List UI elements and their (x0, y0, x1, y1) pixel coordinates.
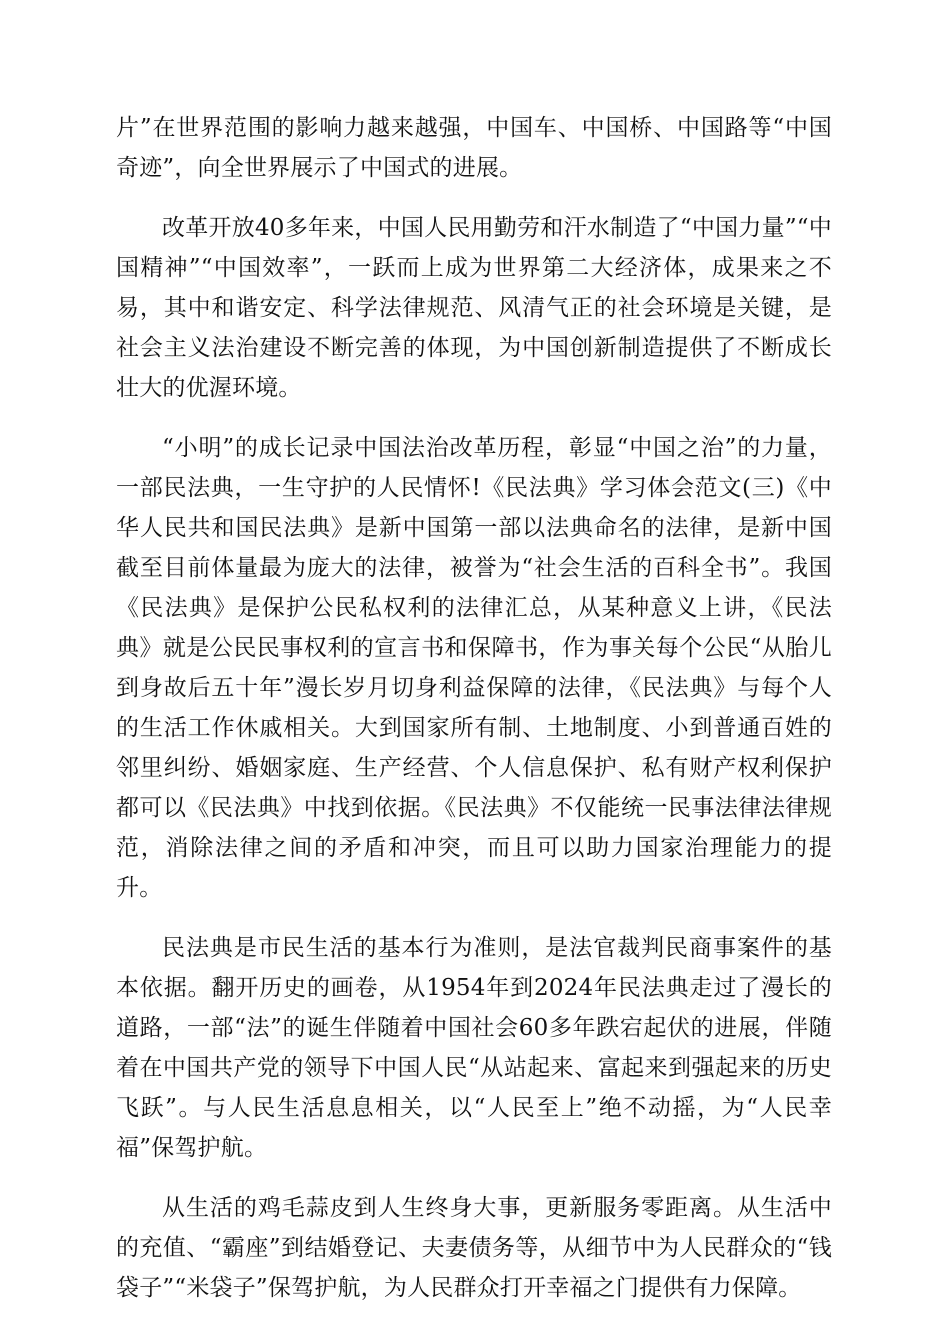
paragraph-reform-opening: 改革开放40多年来，中国人民用勤劳和汗水制造了“中国力量”“中国精神”“中国效率”，一跃而上成为世界第二大经济体，成果来之不易，其中和谐安定、科学法律规范、风清气正的社会环境是关键，是社会主义法治建设不断完善的体现，为中国创新制造提供了不断成长壮大的优渥环境。 (116, 215, 832, 401)
paragraph-civil-code-intro: “小明”的成长记录中国法治改革历程，彰显“中国之治”的力量，一部民法典，一生守护的人民情怀!《民法典》学习体会范文(三)《中华人民共和国民法典》是新中国第一部以法典命名的法律，是新中国截至目前体量最为庞大的法律，被誉为“社会生活的百科全书”。我国《民法典》是保护公民私权利的法律汇总，从某种意义上讲，《民法典》就是公民民事权利的宣言书和保障书，作为事关每个公民“从胎儿到身故后五十年”漫长岁月切身利益保障的法律，《民法典》与每个人的生活工作休戚相关。大到国家所有制、土地制度、小到普通百姓的邻里纠纷、婚姻家庭、生产经营、个人信息保护、私有财产权利保护都可以《民法典》中找到依据。《民法典》不仅能统一民事法律法律规范，消除法律之间的矛盾和冲突，而且可以助力国家治理能力的提升。 (116, 435, 832, 901)
document-body (116, 108, 832, 1308)
paragraph-daily-life: 从生活的鸡毛蒜皮到人生终身大事，更新服务零距离。从生活中的充值、“霸座”到结婚登记、夫妻债务等，从细节中为人民群众的“钱袋子”“米袋子”保驾护航，为人民群众打开幸福之门提供有力保障。 (116, 1195, 832, 1301)
paragraph-continued: 片”在世界范围的影响力越来越强，中国车、中国桥、中国路等“中国奇迹”，向全世界展示了中国式的进展。 (116, 115, 832, 181)
paragraph-civil-code-history: 民法典是市民生活的基本行为准则，是法官裁判民商事案件的基本依据。翻开历史的画卷，从1954年到2024年民法典走过了漫长的道路，一部“法”的诞生伴随着中国社会60多年跌宕起伏的进展，伴随着在中国共产党的领导下中国人民“从站起来、富起来到强起来的历史飞跃”。与人民生活息息相关，以“人民至上”绝不动摇，为“人民幸福”保驾护航。 (116, 935, 832, 1161)
